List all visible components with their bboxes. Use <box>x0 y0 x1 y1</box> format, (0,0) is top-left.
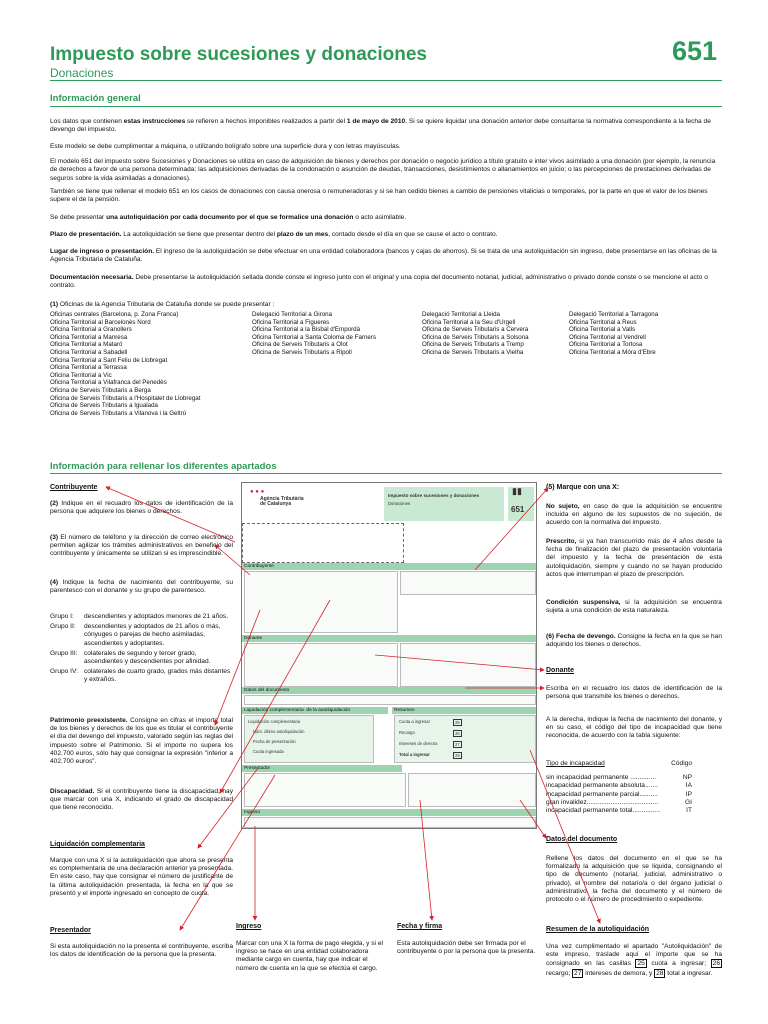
incapacity-rows <box>546 774 722 815</box>
incapacity-row <box>546 799 722 807</box>
form-liquidacion-box <box>244 715 374 763</box>
office-item: Oficina de Serveis Tributaris a Vilanova i la Geltrú <box>50 409 187 417</box>
resumen-heading: Resumen de la autoliquidación <box>546 926 650 933</box>
office-item: Oficina Territorial a Vilafranca del Penedès <box>50 379 167 387</box>
office-item: Oficina Territorial a Granollers <box>50 326 132 334</box>
form-section-liquidacion: Liquidación complementaria de la autoliquidación <box>242 707 388 714</box>
offices-column-2 <box>252 311 417 357</box>
form-thumbnail <box>241 482 537 829</box>
incapacity-type: incapacidad permanente total............... <box>546 807 660 815</box>
form-number-box <box>508 487 534 521</box>
donante-text-1: Escriba en el recuadro los datos de identificación de la persona que transmite los bienes o derechos. <box>546 685 722 701</box>
incapacity-type: incapacidad permanente parcial.......... <box>546 790 658 798</box>
resumen-text: Una vez cumplimentado el apartado "Autoliquidación" de este impreso, traslade aquí el importe que se ha consignado en las casillas 25 cuota a ingresar; 26 recargo; 27 intereses de demora, y 28 total a ingresar. <box>546 943 722 977</box>
incapacity-row <box>546 782 722 790</box>
form-box-25: 25 <box>455 720 460 725</box>
marque-heading: (5) Marque con una X: <box>546 484 620 491</box>
general-paragraph-8: Documentación necesaria. Debe presentarse la autoliquidación sellada donde conste el ingreso junto con el original y una copia del documento notarial, judicial, administrativo o privado donde conste o se mencione el acto o contrato. <box>50 274 708 290</box>
form-section-contribuyente: Contribuyente <box>242 563 536 570</box>
incapacity-code: GI <box>685 798 692 806</box>
donante-text-2: A la derecha, indique la fecha de nacimiento del donante, y en su caso, el código del tipo de incapacidad que tiene reconocida, de acuerdo con la tabla siguiente: <box>546 716 722 740</box>
office-item: Oficina de Serveis Tributaris a Vielha <box>422 348 524 356</box>
general-paragraph-4: También se tiene que rellenar el modelo 651 en los casos de donaciones con causa onerosa o remuneradoras y si se han cedido bienes a cambio de pensiones vitalicias o temporales, por la parte en que el valor de los bienes supere el de la pensión. <box>50 188 708 204</box>
general-paragraph-2: Este modelo se debe cumplimentar a máquina, o utilizando bolígrafo sobre una superficie dura y con letras mayúsculas. <box>50 143 401 150</box>
incapacity-row <box>546 774 722 782</box>
incapacity-code: IP <box>685 790 692 798</box>
incapacity-table <box>546 760 722 815</box>
patrimonio-text: Patrimonio preexistente. Consigne en cifras el importe total de los bienes y derechos de los que es titular el contribuyente el día del devengo del impuesto, valorado según las reglas del impuesto sobre el Patrimonio. Si el importe no supera los 402.700 euros, sólo hay que consignar la expresión "inferior a 402.700 euros". <box>50 717 233 766</box>
office-item: Oficina Territorial a Mataró <box>50 341 123 349</box>
incapacity-type: sin incapacidad permanente .............. <box>546 774 656 782</box>
office-item: Oficina de Serveis Tributaris a Olot <box>252 341 348 349</box>
form-section-ingreso: Ingreso <box>242 809 536 816</box>
office-item: Delegació Territorial a Lleida <box>422 311 500 318</box>
general-info-heading: Información general <box>50 93 141 104</box>
general-paragraph-3: El modelo 651 del impuesto sobre Sucesiones y Donaciones se utiliza en caso de adquisición de bienes y derechos por donación o negocio jurídico a título gratuito e inter vivos asimilado a una donación (por ejemplo, la renuncia de derechos a favor de una persona determinada; las adquisiciones derivadas de la condonación o asunción de deudas, transacciones, desistimientos o allanamientos en juicio; o las percepciones de prestaciones derivadas de seguros sobre la vida asimiladas a donaciones). <box>50 158 716 182</box>
page-subtitle: Donaciones <box>50 66 114 80</box>
office-item: Oficina Territorial a Terrassa <box>50 364 127 372</box>
offices-column-1 <box>50 311 250 417</box>
incapacity-row <box>546 791 722 799</box>
contribuyente-text-4: (4) Indique la fecha de nacimiento del contribuyente, su parentesco con el donante y su grupo de parentesco. <box>50 579 233 595</box>
incapacity-row <box>546 807 722 815</box>
office-item: Oficina Territorial a Sabadell <box>50 348 128 356</box>
form-donante-box <box>244 643 398 687</box>
office-item: Oficina Territorial a la Seu d'Urgell <box>422 318 516 326</box>
fecha-devengo-text: (6) Fecha de devengo. Consigne la fecha en la que se han adquirido los bienes o derechos. <box>546 633 722 649</box>
agency-name: Agència Tributària de Catalunya <box>260 496 304 507</box>
liq-comp-text: Marque con una X si la autoliquidación que ahora se presenta es complementaria de una declaración anterior ya presentada. En este caso, hay que consignar el número de justificante de la última autoliquidación presentada, la fecha en la que se presentó y el importe ingresado en concepto de cuota. <box>50 857 233 897</box>
office-item: Oficina de Serveis Tributaris a Ripoll <box>252 348 352 356</box>
office-item: Oficina Territorial a Valls <box>569 326 636 334</box>
office-item: Oficina Territorial al Barcelonès Nord <box>50 318 151 326</box>
form-resumen-box <box>394 715 536 763</box>
office-item: Delegació Territorial a Girona <box>252 311 333 318</box>
no-sujeto-text: No sujeto, en caso de que la adquisición se encuentre incluida en alguno de los supuestos de no sujeción, de acuerdo con la normativa del impuesto. <box>546 503 722 527</box>
form-header-subtitle: Donaciones <box>388 501 411 506</box>
office-item: Oficina de Serveis Tributaris a l'Hospitalet de Llobregat <box>50 394 201 402</box>
fill-info-heading: Información para rellenar los diferentes apartados <box>50 461 277 472</box>
presentador-text: Si esta autoliquidación no la presenta el contribuyente, escriba los datos de identificación de la persona que la presenta. <box>50 943 233 959</box>
incapacity-table-header: Tipo de incapacidad Código <box>546 760 692 767</box>
office-item: Oficinas centrales (Barcelona, p. Zona Franca) <box>50 311 179 318</box>
form-label-liq-comp: Liquidación complementaria <box>248 719 301 724</box>
office-item: Oficina Territorial a Tortosa <box>569 341 643 349</box>
office-item: Oficina Territorial a Santa Coloma de Farners <box>252 333 377 341</box>
office-item: Oficina de Serveis Tributaris a Cervera <box>422 326 529 334</box>
general-paragraph-5: Se debe presentar una autoliquidación por cada documento por el que se formalice una donación o acto asimilable. <box>50 214 407 221</box>
fill-info-rule <box>50 473 722 474</box>
form-section-resumen: Resumen <box>392 707 536 714</box>
office-item: Oficina Territorial a Sant Feliu de Llobregat <box>50 356 168 364</box>
office-item: Oficina de Serveis Tributaris a Tremp <box>422 341 524 349</box>
group-2: Grupo II: descendientes y adoptados de 21 años o más, cónyuges o parejas de hecho asimiladas, ascendientes y adoptantes. <box>50 623 221 647</box>
discapacidad-text: Discapacidad. Si el contribuyente tiene la discapacidad, hay que marcar con una X, indicando el grado de discapacidad que tiene reconocido. <box>50 788 233 812</box>
offices-column-4 <box>569 311 722 357</box>
general-paragraph-1: Los datos que contienen estas instrucciones se refieren a hechos imponibles realizados a partir del 1 de mayo de 2010. Si se quiere liquidar una donación anterior debe consultarse la normativa correspondiente a la fecha de devengo del impuesto. <box>50 118 711 134</box>
header-rule <box>50 80 722 81</box>
offices-intro: (1) Oficinas de la Agencia Tributaria de Cataluña donde se puede presentar : <box>50 301 275 308</box>
office-item: Oficina de Serveis Tributaris a Berga <box>50 386 151 394</box>
form-label-num-ultimo: Núm. último autoliquidación <box>253 729 305 734</box>
form-box-28: 28 <box>455 753 460 758</box>
group-4: Grupo IV: colaterales de cuarto grado, grados más distantes y extraños. <box>50 668 231 684</box>
office-item: Oficina Territorial a Manresa <box>50 333 128 341</box>
model-number: 651 <box>672 36 718 66</box>
fecha-firma-text: Esta autoliquidación debe ser firmada por el contribuyente o por la persona que la presenta. <box>397 940 536 956</box>
general-paragraph-6: Plazo de presentación. La autoliquidación se tiene que presentar dentro del plazo de un mes, contado desde el día en que se cause el acto o contrato. <box>50 231 498 238</box>
ingreso-text: Marcar con una X la forma de pago elegida, y si el ingreso se hace en una entidad colaboradora mediante cargo en cuenta, hay que indicar el número de cuenta en la que se efectúa el cargo. <box>236 940 383 972</box>
office-item: Oficina Territorial al Vendrell <box>569 333 646 341</box>
office-item: Oficina de Serveis Tributaris a Igualada <box>50 402 158 410</box>
form-label-total: Total a ingresar <box>399 752 430 757</box>
form-label-area <box>242 523 404 563</box>
form-label-recargo: Recargo <box>399 730 415 735</box>
form-label-cuota-ingresada: Cuota ingresada <box>253 749 284 754</box>
office-item: Oficina Territorial a Móra d'Ebre <box>569 348 656 356</box>
kinship-groups <box>50 613 233 685</box>
documento-heading: Datos del documento <box>546 836 618 843</box>
form-donante-right-box <box>400 643 536 687</box>
office-item: Oficina Territorial a Reus <box>569 318 637 326</box>
form-header-title: Impuesto sobre sucesiones y donaciones <box>388 493 480 498</box>
offices-column-3 <box>422 311 567 357</box>
form-label-fecha-pres: Fecha de presentación <box>253 739 296 744</box>
documento-text: Rellene los datos del documento en el que se ha formalizado la adquisición que se liquida, consignando el tipo de documento (notarial, judicial, administrativo o privado), el nombre del notario/a o del órgano judicial o administrativo, la fecha del documento y el número de protocolo o el número de procedimiento o expediente. <box>546 855 722 904</box>
form-section-donante: Donante <box>242 635 536 642</box>
incapacity-code: NP <box>682 774 692 782</box>
form-ingreso-box <box>244 817 536 828</box>
form-section-presentador: Presentador <box>242 765 402 772</box>
form-box-26: 26 <box>455 731 460 736</box>
general-info-rule <box>50 106 722 107</box>
agency-logo-dots: ● ● ● <box>250 489 265 495</box>
contribuyente-text-3: (3) El número de teléfono y la dirección de correo electrónico permiten agilizar los trámites administrativos en beneficio del contribuyente y únicamente se utilizan si es imprescindible. <box>50 534 233 558</box>
form-label-cuota-ingresar: Cuota a ingresar <box>399 719 430 724</box>
contribuyente-heading: Contribuyente <box>50 484 98 491</box>
incapacity-code: IT <box>686 807 692 815</box>
office-item: Oficina Territorial a la Bisbal d'Empordà <box>252 326 361 334</box>
group-3: Grupo III: colaterales de segundo y tercer grado, ascendientes y descendientes por afinidad. <box>50 649 211 666</box>
fecha-firma-heading: Fecha y firma <box>397 923 443 930</box>
form-contribuyente-box <box>244 571 398 633</box>
liq-comp-heading: Liquidación complementaria <box>50 841 145 848</box>
office-item: Oficina Territorial a Figueres <box>252 318 330 326</box>
presentador-heading: Presentador <box>50 927 91 934</box>
office-item: Delegació Territorial a Tarragona <box>569 311 659 318</box>
form-marque-box <box>400 571 536 595</box>
general-paragraph-7: Lugar de ingreso o presentación. El ingreso de la autoliquidación se debe efectuar en una entidad colaboradora (bancos y cajas de ahorros). Si se trata de una autoliquidación sin ingreso, debe presentarse en las oficinas de la Agencia Tributaria de Cataluña. <box>50 248 717 264</box>
form-number: 651 <box>511 505 525 514</box>
donante-heading: Donante <box>546 667 574 674</box>
form-documento-box <box>244 695 536 705</box>
form-header-box <box>384 487 504 521</box>
contribuyente-text-2: (2) Indique en el recuadro los datos de identificación de la persona que adquiere los bienes o derechos. <box>50 500 233 516</box>
form-box-27: 27 <box>455 742 460 747</box>
ingreso-heading: Ingreso <box>236 923 262 930</box>
condicion-suspensiva-text: Condición suspensiva, si la adquisición se encuentra sujeta a una condición de esta naturaleza. <box>546 599 722 615</box>
incapacity-type: incapacidad permanente absoluta....... <box>546 782 658 790</box>
form-firma-box <box>408 773 536 807</box>
barcode-icon: ▮▮ <box>512 486 522 496</box>
incapacity-code: IA <box>685 782 692 790</box>
form-label-intereses: Intereses de demora <box>399 741 438 746</box>
office-item: Oficina de Serveis Tributaris a Solsona <box>422 333 529 341</box>
page-title: Impuesto sobre sucesiones y donaciones <box>50 44 427 65</box>
incapacity-type: gran invalidez....................................... <box>546 798 659 806</box>
group-1: Grupo I: descendientes y adoptados menores de 21 años. <box>50 613 229 620</box>
form-presentador-box <box>244 773 406 807</box>
form-section-documento: Datos del documento <box>242 687 536 694</box>
office-item: Oficina Territorial a Vic <box>50 371 112 379</box>
prescrito-text: Prescrito, si ya han transcurrido más de 4 años desde la fecha de finalización del plazo de presentación voluntaria del impuesto y la fecha de presentación de esta autoliquidación, siempre y cuando no se hayan producido actos que interrumpan el plazo de prescripción. <box>546 538 722 578</box>
